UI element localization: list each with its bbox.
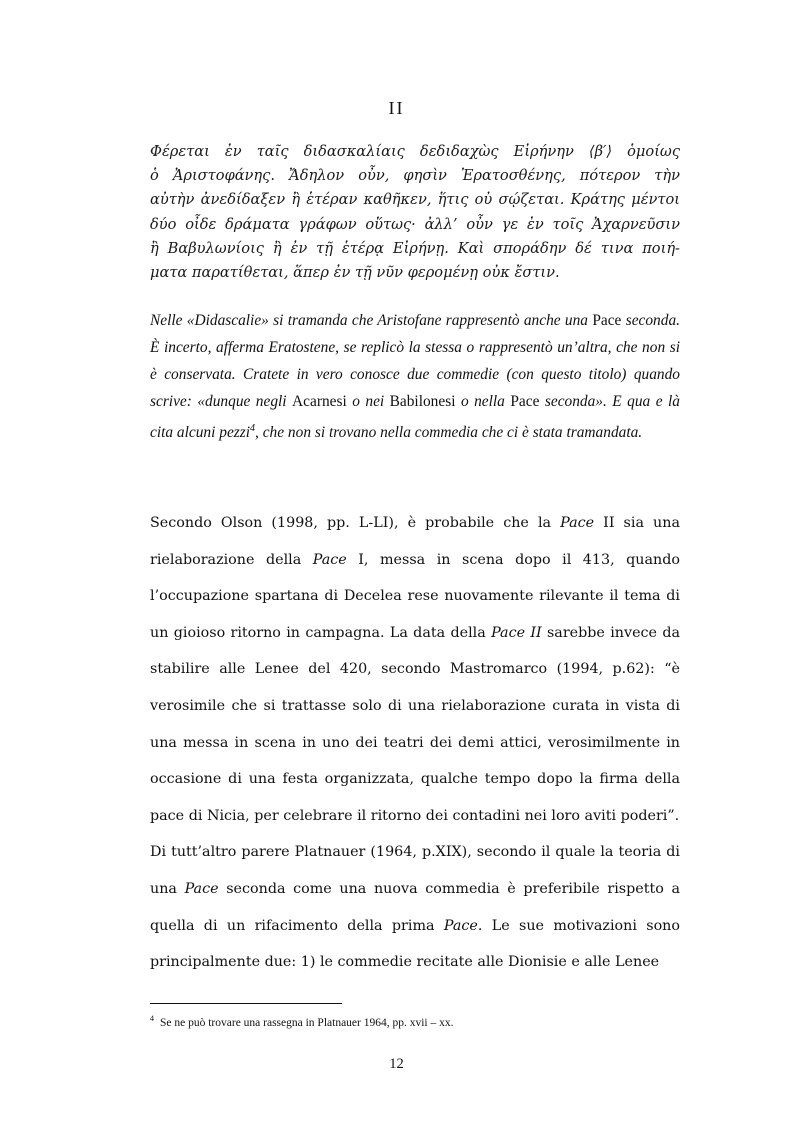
paragraph-text: Di tutt’altro parere Platnauer (1964, p.XIX), secondo il quale la teoria di una bbox=[150, 844, 680, 897]
italian-translation bbox=[150, 307, 680, 446]
paragraph-text: Secondo Olson (1998, pp. L-LI), è probabile che la bbox=[150, 515, 561, 531]
paragraph-text: . Le sue motivazioni sono principalmente due: 1) le commedie recitate alle Dionisie e alle Lenee bbox=[150, 917, 680, 971]
translation-title: Acarnesi bbox=[292, 393, 347, 410]
greek-quote-block bbox=[150, 140, 680, 285]
greek-line: ἢ Βαβυλωνίοις ἢ ἐν τῇ ἑτέρᾳ Εἰρήνῃ. Καὶ σποράδην δέ τινα ποιή- bbox=[150, 239, 680, 257]
footnote bbox=[150, 1012, 680, 1030]
work-title: Pace bbox=[443, 917, 478, 934]
greek-line: Φέρεται ἐν ταῖς διδασκαλίαις δεδιδαχὼς Εἰρήνην ⟨β′⟩ ὁμοίως bbox=[150, 143, 680, 160]
section-heading: II bbox=[388, 98, 405, 118]
greek-line: δύο οἶδε δράματα γράφων οὕτως· ἀλλ’ οὖν γε ἐν τοῖς Ἀχαρνεῦσιν bbox=[150, 215, 680, 233]
footnote-text: Se ne può trovare una rassegna in Platnauer 1964, pp. xvii – xx. bbox=[160, 1016, 454, 1029]
paragraph-text: sarebbe invece da stabilire alle Lenee del 420, secondo Mastromarco (1994, p.62): “è verosimile che si trattasse solo di una rielaborazione curata in vista di una messa in scena in uno dei teatri dei demi attici, verosimilmente in occasione di una festa organizzata, qualche tempo dopo la firma della pace di Nicia, per celebrare il ritorno dei contadini nei loro aviti poderi”. bbox=[150, 624, 680, 824]
page-number: 12 bbox=[389, 1056, 404, 1072]
paragraph-text: I, messa in scena dopo il 413, quando l’occupazione spartana di Decelea rese nuovamente rilevante il tema di un gioioso ritorno in campagna. La data della bbox=[150, 551, 680, 641]
translation-title: Pace bbox=[510, 393, 540, 410]
paragraph bbox=[150, 834, 680, 980]
work-title: Pace bbox=[184, 880, 219, 897]
greek-line: αὐτὴν ἀνεδίδαξεν ἢ ἑτέραν καθῆκεν, ἥτις οὐ σῴζεται. Κράτης μέντοι bbox=[150, 191, 680, 209]
translation-text: seconda». E qua e là cita alcuni pezzi bbox=[150, 393, 680, 442]
translation-text: , che non si trovano nella commedia che ci è stata tramandata. bbox=[255, 424, 643, 442]
work-title: Pace bbox=[312, 551, 347, 568]
work-title: Pace bbox=[560, 515, 595, 531]
footnote-divider bbox=[150, 1003, 342, 1004]
footnote-reference[interactable]: 4 bbox=[250, 423, 256, 434]
translation-text: o nei bbox=[346, 393, 390, 410]
translation-text: seconda. È incerto, afferma Eratostene, se replicò la stessa o rappresentò un’altra, che non si è conservata. Cratete in vero conosce due commedie (con questo titolo) quando scrive: «dunque negli bbox=[150, 312, 680, 410]
paragraph-text: seconda come una nuova commedia è preferibile rispetto a quella di un rifacimento della prima bbox=[150, 880, 680, 934]
paragraph-text: II sia una rielaborazione della bbox=[150, 515, 680, 568]
greek-line: ὁ Ἀριστοφάνης. Ἄδηλον οὖν, φησὶν Ἐρατοσθένης, πότερον τὴν bbox=[150, 167, 680, 185]
translation-text: Nelle «Didascalie» si tramanda che Aristofane rappresentò anche una bbox=[150, 312, 589, 329]
translation-title: Pace bbox=[592, 312, 622, 329]
footnote-number: 4 bbox=[150, 1014, 154, 1023]
translation-text: o nella bbox=[455, 393, 511, 410]
greek-line: ματα παρατίθεται, ἅπερ ἐν τῇ νῦν φερομένῃ οὐκ ἔστιν. bbox=[150, 264, 560, 282]
work-title: Pace II bbox=[491, 624, 542, 641]
body-text bbox=[150, 505, 680, 981]
paragraph bbox=[150, 505, 680, 834]
translation-title: Babilonesi bbox=[389, 393, 456, 410]
